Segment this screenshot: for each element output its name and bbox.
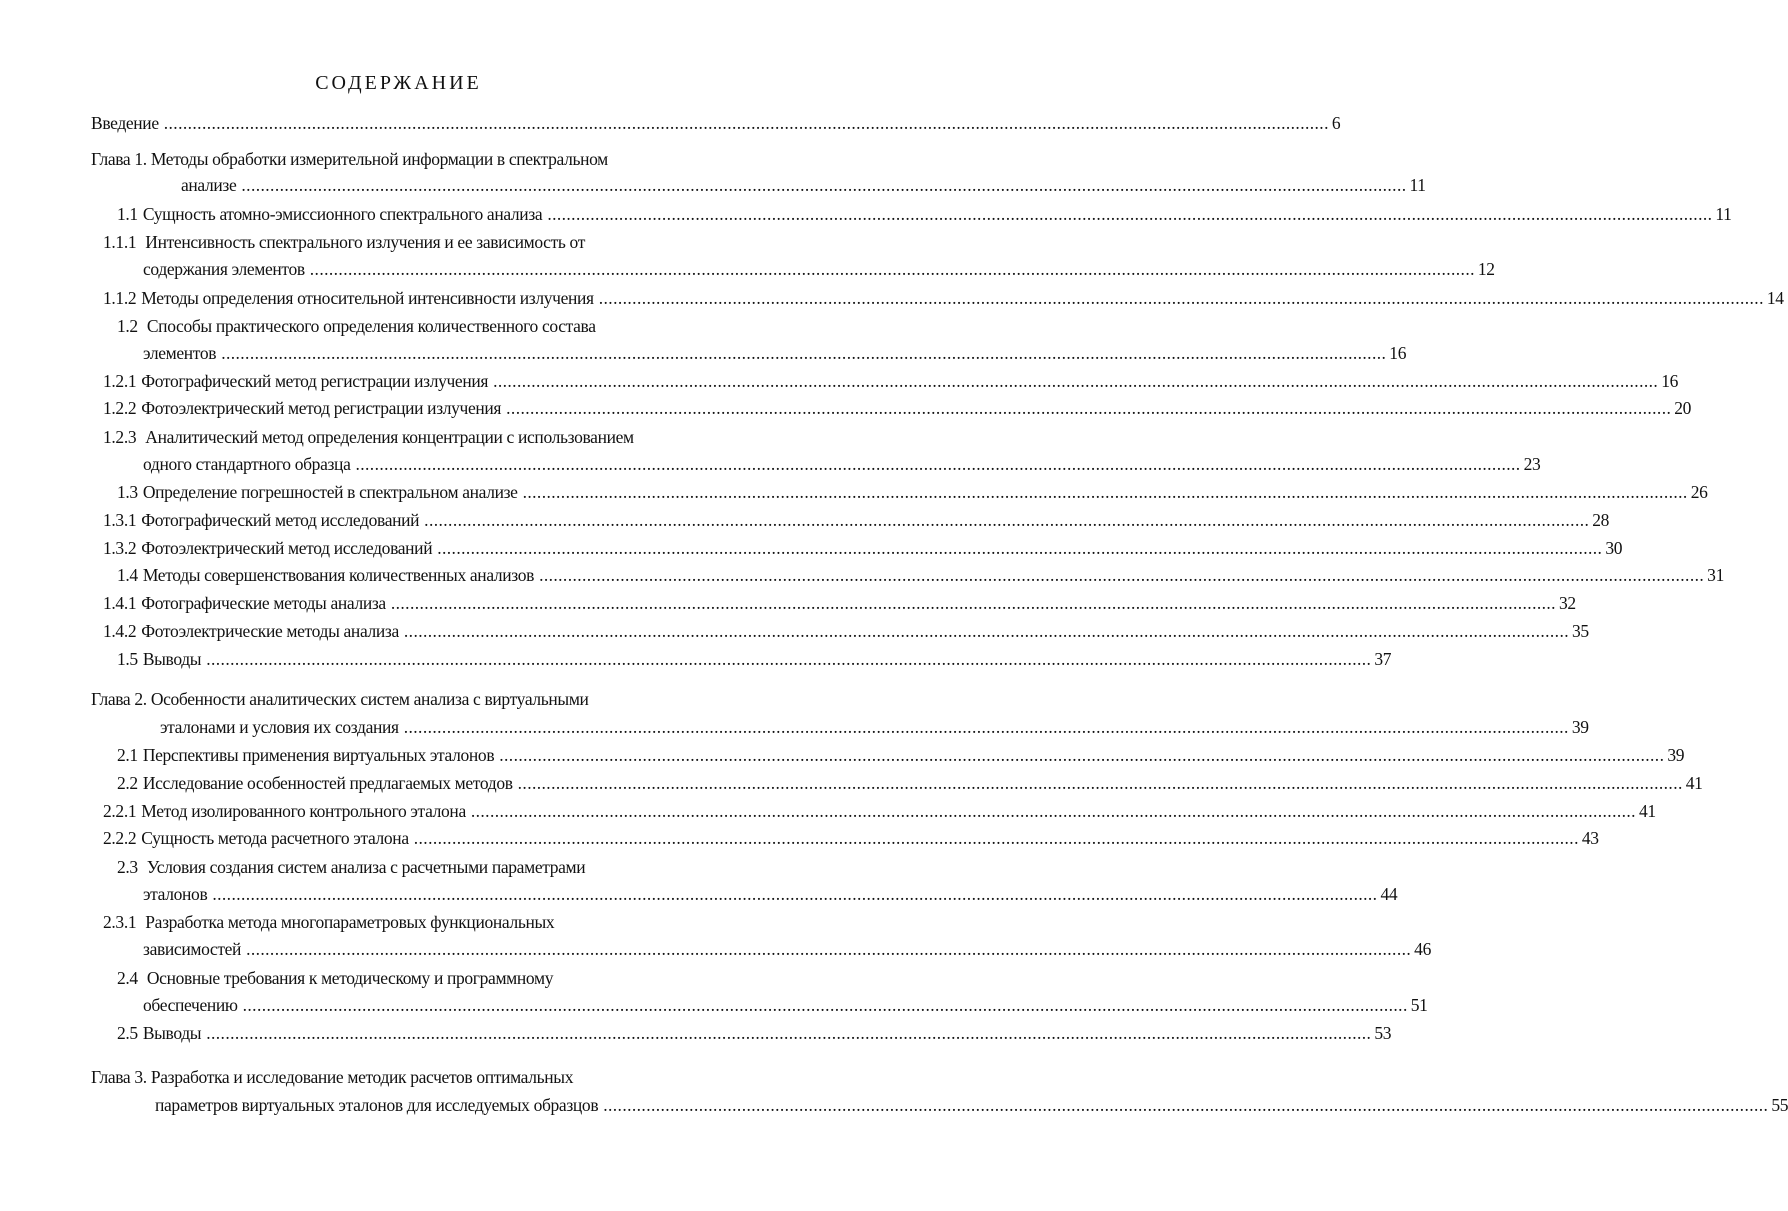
entry-label: одного стандартного образца bbox=[143, 454, 351, 474]
toc-entry-chapter-3[interactable] bbox=[155, 1094, 1788, 1116]
entry-label: Сущность атомно-эмиссионного спектрального анализа bbox=[142, 204, 543, 224]
entry-label: зависимостей bbox=[143, 939, 242, 959]
toc-entry-1-3-2[interactable] bbox=[103, 537, 1623, 559]
dot-leader: .................................................................................................................................................................................................................................................... bbox=[309, 259, 1475, 279]
entry-label: анализе bbox=[181, 175, 237, 195]
dot-leader: .................................................................................................................................................................................................................................................... bbox=[413, 828, 1579, 848]
section-number: 1.5 bbox=[117, 649, 138, 669]
section-number: 1.4.1 bbox=[103, 593, 137, 613]
dot-leader: .................................................................................................................................................................................................................................................... bbox=[403, 717, 1569, 737]
entry-page: 6 bbox=[1331, 113, 1341, 133]
section-number: 1.2.3 bbox=[103, 427, 137, 447]
entry-page: 26 bbox=[1690, 482, 1708, 502]
entry-label: Фотографические методы анализа bbox=[141, 593, 386, 613]
dot-leader: .................................................................................................................................................................................................................................................... bbox=[403, 621, 1569, 641]
toc-entry-1-2-2[interactable] bbox=[103, 397, 1692, 419]
toc-entry-introduction[interactable] bbox=[91, 112, 1341, 134]
section-number: 2.2 bbox=[117, 773, 138, 793]
dot-leader: .................................................................................................................................................................................................................................................... bbox=[206, 1023, 1372, 1043]
toc-entry-chapter-2[interactable] bbox=[160, 716, 1589, 738]
entry-page: 43 bbox=[1581, 828, 1599, 848]
dot-leader: .................................................................................................................................................................................................................................................... bbox=[493, 371, 1659, 391]
entry-page: 30 bbox=[1605, 538, 1623, 558]
toc-entry-1-4-2[interactable] bbox=[103, 620, 1589, 642]
entry-label: Фотоэлектрические методы анализа bbox=[141, 621, 399, 641]
entry-page: 51 bbox=[1410, 995, 1428, 1015]
dot-leader: .................................................................................................................................................................................................................................................... bbox=[539, 565, 1705, 585]
dot-leader: .................................................................................................................................................................................................................................................... bbox=[241, 175, 1407, 195]
entry-page: 20 bbox=[1674, 398, 1692, 418]
section-number: 1.4 bbox=[117, 565, 138, 585]
entry-label: Выводы bbox=[142, 649, 202, 669]
toc-entry-1-3[interactable] bbox=[117, 481, 1708, 503]
page-title: СОДЕРЖАНИЕ bbox=[315, 72, 482, 94]
entry-page: 53 bbox=[1374, 1023, 1392, 1043]
section-number: 2.2.1 bbox=[103, 801, 137, 821]
dot-leader: .................................................................................................................................................................................................................................................... bbox=[506, 398, 1672, 418]
entry-label: Сущность метода расчетного эталона bbox=[141, 828, 409, 848]
toc-entry-1-2[interactable] bbox=[143, 342, 1407, 364]
dot-leader: .................................................................................................................................................................................................................................................... bbox=[437, 538, 1603, 558]
entry-label: Фотографический метод исследований bbox=[141, 510, 420, 530]
section-number: 1.3 bbox=[117, 482, 138, 502]
toc-entry-1-1-2[interactable] bbox=[103, 287, 1784, 309]
dot-leader: .................................................................................................................................................................................................................................................... bbox=[522, 482, 1688, 502]
dot-leader: .................................................................................................................................................................................................................................................... bbox=[163, 113, 1329, 133]
entry-label: Интенсивность спектрального излучения и ее зависимость от bbox=[145, 232, 586, 252]
entry-page: 14 bbox=[1766, 288, 1784, 308]
toc-entry-2-3-1-heading bbox=[103, 911, 554, 933]
entry-page: 39 bbox=[1667, 745, 1685, 765]
section-number: 1.1 bbox=[117, 204, 138, 224]
dot-leader: .................................................................................................................................................................................................................................................... bbox=[390, 593, 1556, 613]
entry-label: эталонов bbox=[143, 884, 208, 904]
toc-chapter-1-heading bbox=[91, 148, 608, 170]
section-number: 2.5 bbox=[117, 1023, 138, 1043]
entry-label: Фотоэлектрический метод исследований bbox=[141, 538, 433, 558]
toc-entry-1-2-1[interactable] bbox=[103, 370, 1678, 392]
toc-entry-2-4[interactable] bbox=[143, 994, 1428, 1016]
entry-page: 28 bbox=[1592, 510, 1610, 530]
section-number: 2.3 bbox=[117, 857, 138, 877]
entry-label: Разработка метода многопараметровых функциональных bbox=[145, 912, 555, 932]
section-number: 1.2 bbox=[117, 316, 138, 336]
entry-label: Фотографический метод регистрации излучения bbox=[141, 371, 489, 391]
section-number: 1.1.1 bbox=[103, 232, 137, 252]
entry-page: 44 bbox=[1380, 884, 1398, 904]
entry-label: Глава 2. Особенности аналитических систем анализа с виртуальными bbox=[91, 689, 589, 709]
entry-label: обеспечению bbox=[143, 995, 238, 1015]
entry-label: Способы практического определения количественного состава bbox=[146, 316, 596, 336]
entry-label: Глава 3. Разработка и исследование методик расчетов оптимальных bbox=[91, 1067, 574, 1087]
entry-label: Условия создания систем анализа с расчетными параметрами bbox=[146, 857, 586, 877]
dot-leader: .................................................................................................................................................................................................................................................... bbox=[206, 649, 1372, 669]
dot-leader: .................................................................................................................................................................................................................................................... bbox=[499, 745, 1665, 765]
entry-page: 46 bbox=[1414, 939, 1431, 959]
toc-chapter-3-heading bbox=[91, 1066, 573, 1088]
toc-entry-1-3-1[interactable] bbox=[103, 509, 1610, 531]
section-number: 1.2.1 bbox=[103, 371, 137, 391]
section-number: 1.3.1 bbox=[103, 510, 137, 530]
entry-page: 12 bbox=[1477, 259, 1495, 279]
entry-page: 41 bbox=[1638, 801, 1656, 821]
entry-label: Методы определения относительной интенсивности излучения bbox=[141, 288, 594, 308]
entry-label: Аналитический метод определения концентрации с использованием bbox=[145, 427, 634, 447]
entry-label: Глава 1. Методы обработки измерительной информации в спектральном bbox=[91, 149, 608, 169]
toc-entry-2-2-2[interactable] bbox=[103, 827, 1599, 849]
dot-leader: .................................................................................................................................................................................................................................................... bbox=[603, 1095, 1769, 1115]
dot-leader: .................................................................................................................................................................................................................................................... bbox=[221, 343, 1387, 363]
toc-chapter-2-heading bbox=[91, 688, 589, 710]
toc-entry-2-1[interactable] bbox=[117, 744, 1685, 766]
section-number: 2.2.2 bbox=[103, 828, 137, 848]
toc-entry-2-3[interactable] bbox=[143, 883, 1398, 905]
entry-label: элементов bbox=[143, 343, 217, 363]
section-number: 1.2.2 bbox=[103, 398, 137, 418]
toc-entry-2-3-heading bbox=[117, 856, 585, 878]
entry-label: Перспективы применения виртуальных эталонов bbox=[142, 745, 495, 765]
toc-entry-1-1[interactable] bbox=[117, 203, 1732, 225]
entry-label: параметров виртуальных эталонов для исследуемых образцов bbox=[155, 1095, 599, 1115]
dot-leader: .................................................................................................................................................................................................................................................... bbox=[424, 510, 1590, 530]
section-number: 1.1.2 bbox=[103, 288, 137, 308]
dot-leader: .................................................................................................................................................................................................................................................... bbox=[517, 773, 1683, 793]
entry-page: 16 bbox=[1661, 371, 1678, 391]
entry-page: 37 bbox=[1374, 649, 1392, 669]
entry-label: Определение погрешностей в спектральном анализе bbox=[142, 482, 518, 502]
dot-leader: .................................................................................................................................................................................................................................................... bbox=[246, 939, 1412, 959]
entry-page: 55 bbox=[1771, 1095, 1788, 1115]
entry-page: 32 bbox=[1558, 593, 1576, 613]
dot-leader: .................................................................................................................................................................................................................................................... bbox=[242, 995, 1408, 1015]
section-number: 2.3.1 bbox=[103, 912, 137, 932]
toc-entry-1-2-3[interactable] bbox=[143, 453, 1541, 475]
entry-label: Основные требования к методическому и программному bbox=[146, 968, 554, 988]
entry-page: 16 bbox=[1389, 343, 1407, 363]
entry-label: Выводы bbox=[142, 1023, 202, 1043]
toc-entry-2-3-1[interactable] bbox=[143, 938, 1431, 960]
entry-label: Методы совершенствования количественных анализов bbox=[142, 565, 535, 585]
dot-leader: .................................................................................................................................................................................................................................................... bbox=[547, 204, 1713, 224]
entry-page: 11 bbox=[1409, 175, 1426, 195]
dot-leader: .................................................................................................................................................................................................................................................... bbox=[470, 801, 1636, 821]
entry-page: 23 bbox=[1523, 454, 1541, 474]
dot-leader: .................................................................................................................................................................................................................................................... bbox=[598, 288, 1764, 308]
toc-entry-2-5[interactable] bbox=[117, 1022, 1392, 1044]
toc-entry-1-2-3-heading bbox=[103, 426, 634, 448]
section-number: 1.4.2 bbox=[103, 621, 137, 641]
entry-page: 31 bbox=[1707, 565, 1724, 585]
entry-page: 41 bbox=[1685, 773, 1703, 793]
entry-label: Введение bbox=[91, 113, 159, 133]
entry-label: Фотоэлектрический метод регистрации излучения bbox=[141, 398, 502, 418]
section-number: 2.1 bbox=[117, 745, 138, 765]
entry-label: эталонами и условия их создания bbox=[160, 717, 399, 737]
toc-entry-1-5[interactable] bbox=[117, 648, 1392, 670]
section-number: 2.4 bbox=[117, 968, 138, 988]
dot-leader: .................................................................................................................................................................................................................................................... bbox=[355, 454, 1521, 474]
entry-page: 35 bbox=[1572, 621, 1589, 641]
entry-label: Метод изолированного контрольного эталона bbox=[141, 801, 466, 821]
toc-entry-1-1-1[interactable] bbox=[143, 258, 1495, 280]
toc-entry-1-4[interactable] bbox=[117, 564, 1724, 586]
toc-entry-2-4-heading bbox=[117, 967, 553, 989]
toc-entry-1-1-1-heading bbox=[103, 231, 585, 253]
entry-label: содержания элементов bbox=[143, 259, 305, 279]
entry-page: 39 bbox=[1571, 717, 1589, 737]
section-number: 1.3.2 bbox=[103, 538, 137, 558]
toc-entry-1-2-heading bbox=[117, 315, 596, 337]
toc-entry-2-2[interactable] bbox=[117, 772, 1703, 794]
toc-entry-chapter-1[interactable] bbox=[181, 174, 1426, 196]
entry-page: 11 bbox=[1715, 204, 1732, 224]
dot-leader: .................................................................................................................................................................................................................................................... bbox=[212, 884, 1378, 904]
toc-entry-1-4-1[interactable] bbox=[103, 592, 1576, 614]
entry-label: Исследование особенностей предлагаемых методов bbox=[142, 773, 513, 793]
toc-entry-2-2-1[interactable] bbox=[103, 800, 1656, 822]
